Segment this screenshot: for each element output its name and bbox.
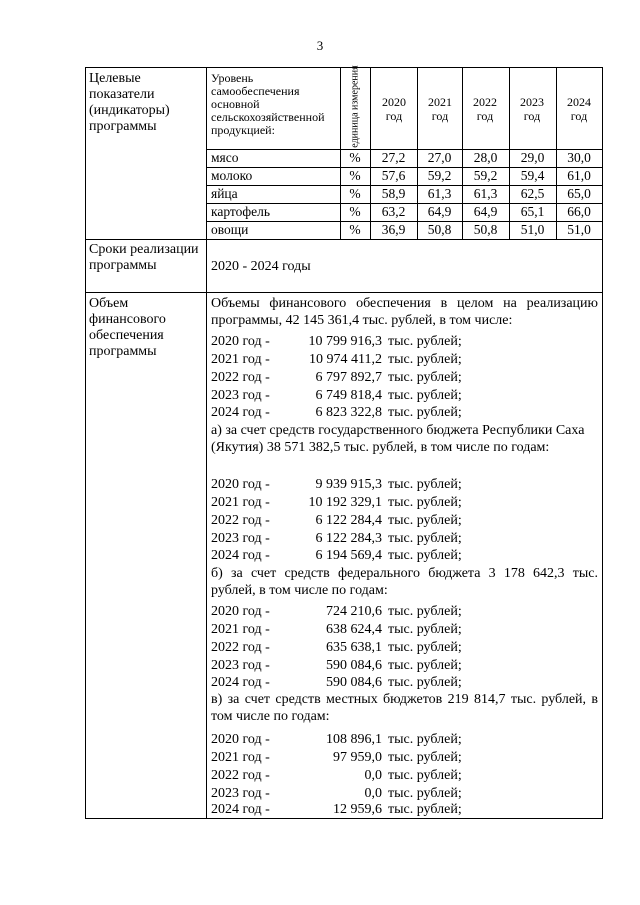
funding-amount: 0,0 xyxy=(364,786,382,801)
funding-amount: 6 823 322,8 xyxy=(315,405,382,420)
funding-unit: тыс. рублей; xyxy=(388,495,462,510)
funding-unit: тыс. рублей; xyxy=(388,405,462,420)
year-header: 2022 год xyxy=(473,95,497,123)
value-cell: 64,9 xyxy=(473,204,498,219)
value-cell: 27,0 xyxy=(427,150,452,165)
timeframe-label: Сроки реализации программы xyxy=(89,242,199,273)
value-cell: 50,8 xyxy=(427,222,452,237)
local-budget-intro: в) за счет средств местных бюджетов 219 814,7 тыс. рублей, в том числе по годам: xyxy=(211,692,598,724)
indicator-heading: Уровень самообеспечения основной сельскохозяйственной продукцией: xyxy=(211,71,325,137)
year-header: 2021 год xyxy=(428,95,452,123)
value-cell: 29,0 xyxy=(520,150,545,165)
value-cell: 30,0 xyxy=(567,150,591,165)
value-cell: 61,0 xyxy=(567,168,591,183)
section-divider-1 xyxy=(85,239,603,240)
value-cell: 51,0 xyxy=(520,222,545,237)
funding-year: 2020 год - xyxy=(211,334,270,349)
value-cell: 66,0 xyxy=(567,204,591,219)
funding-amount: 6 194 569,4 xyxy=(315,548,382,563)
funding-year: 2023 год - xyxy=(211,658,270,673)
funding-year: 2020 год - xyxy=(211,604,270,619)
value-cell: 63,2 xyxy=(381,204,406,219)
funding-amount: 6 749 818,4 xyxy=(315,388,382,403)
product-name: яйца xyxy=(211,186,238,201)
funding-unit: тыс. рублей; xyxy=(388,802,462,817)
funding-year: 2024 год - xyxy=(211,405,270,420)
federal-budget-intro: б) за счет средств федерального бюджета 3 178 642,3 тыс. рублей, в том числе по годам: xyxy=(211,566,598,598)
funding-unit: тыс. рублей; xyxy=(388,352,462,367)
funding-unit: тыс. рублей; xyxy=(388,370,462,385)
funding-unit: тыс. рублей; xyxy=(388,513,462,528)
funding-year: 2023 год - xyxy=(211,531,270,546)
funding-year: 2022 год - xyxy=(211,513,270,528)
value-cell: 51,0 xyxy=(567,222,591,237)
funding-amount: 10 799 916,3 xyxy=(308,334,382,349)
funding-amount: 590 084,6 xyxy=(326,658,382,673)
year-header: 2023 год xyxy=(520,95,544,123)
funding-unit: тыс. рублей; xyxy=(388,750,462,765)
funding-unit: тыс. рублей; xyxy=(388,622,462,637)
unit-header: единица измерения xyxy=(349,65,361,148)
unit-cell: % xyxy=(349,150,361,165)
funding-unit: тыс. рублей; xyxy=(388,786,462,801)
funding-unit: тыс. рублей; xyxy=(388,388,462,403)
value-cell: 27,2 xyxy=(381,150,406,165)
funding-intro: Объемы финансового обеспечения в целом на реализацию программы, 42 145 361,4 тыс. рублей, в том числе: xyxy=(211,296,598,328)
funding-unit: тыс. рублей; xyxy=(388,548,462,563)
indicators-label: Целевые показатели (индикаторы) программы xyxy=(89,71,170,134)
funding-year: 2020 год - xyxy=(211,732,270,747)
funding-amount: 108 896,1 xyxy=(326,732,382,747)
product-name: молоко xyxy=(211,168,253,183)
funding-unit: тыс. рублей; xyxy=(388,477,462,492)
value-cell: 58,9 xyxy=(381,186,406,201)
funding-unit: тыс. рублей; xyxy=(388,658,462,673)
value-cell: 59,2 xyxy=(427,168,452,183)
funding-unit: тыс. рублей; xyxy=(388,604,462,619)
funding-label: Объем финансового обеспечения программы xyxy=(89,296,166,359)
funding-unit: тыс. рублей; xyxy=(388,675,462,690)
funding-year: 2021 год - xyxy=(211,352,270,367)
funding-unit: тыс. рублей; xyxy=(388,334,462,349)
funding-unit: тыс. рублей; xyxy=(388,640,462,655)
table-border-bottom xyxy=(85,818,603,819)
funding-amount: 638 624,4 xyxy=(326,622,382,637)
funding-amount: 724 210,6 xyxy=(326,604,382,619)
year-header: 2024 год xyxy=(567,95,591,123)
funding-amount: 10 192 329,1 xyxy=(308,495,382,510)
funding-year: 2021 год - xyxy=(211,622,270,637)
value-cell: 64,9 xyxy=(427,204,452,219)
product-name: картофель xyxy=(211,204,271,219)
funding-year: 2023 год - xyxy=(211,388,270,403)
table-border-right xyxy=(602,67,603,819)
value-cell: 59,2 xyxy=(473,168,498,183)
funding-amount: 97 959,0 xyxy=(333,750,382,765)
label-column-divider xyxy=(206,67,207,819)
year-header: 2020 год xyxy=(382,95,406,123)
funding-year: 2021 год - xyxy=(211,750,270,765)
funding-amount: 0,0 xyxy=(364,768,382,783)
value-cell: 65,1 xyxy=(520,204,545,219)
table-border-top xyxy=(85,67,603,68)
funding-amount: 6 797 892,7 xyxy=(315,370,382,385)
funding-unit: тыс. рублей; xyxy=(388,768,462,783)
value-cell: 57,6 xyxy=(381,168,406,183)
product-name: мясо xyxy=(211,150,239,165)
product-name: овощи xyxy=(211,222,249,237)
funding-year: 2022 год - xyxy=(211,768,270,783)
state-budget-intro: а) за счет средств государственного бюджета Республики Саха (Якутия) 38 571 382,5 тыс. рублей, в том числе по годам: xyxy=(211,423,585,455)
unit-cell: % xyxy=(349,186,361,201)
funding-year: 2023 год - xyxy=(211,786,270,801)
funding-amount: 6 122 284,3 xyxy=(315,531,382,546)
funding-amount: 9 939 915,3 xyxy=(315,477,382,492)
funding-year: 2021 год - xyxy=(211,495,270,510)
unit-cell: % xyxy=(349,168,361,183)
value-cell: 59,4 xyxy=(520,168,545,183)
funding-amount: 12 959,6 xyxy=(333,802,382,817)
value-cell: 65,0 xyxy=(567,186,591,201)
unit-cell: % xyxy=(349,204,361,219)
funding-amount: 590 084,6 xyxy=(326,675,382,690)
section-divider-2 xyxy=(85,292,603,293)
value-cell: 61,3 xyxy=(473,186,498,201)
funding-amount: 10 974 411,2 xyxy=(309,352,382,367)
funding-unit: тыс. рублей; xyxy=(388,732,462,747)
value-cell: 36,9 xyxy=(381,222,406,237)
funding-year: 2022 год - xyxy=(211,370,270,385)
value-cell: 28,0 xyxy=(473,150,498,165)
timeframe-value: 2020 - 2024 годы xyxy=(211,259,311,274)
value-cell: 50,8 xyxy=(473,222,498,237)
table-border-left xyxy=(85,67,86,819)
page-number: 3 xyxy=(316,38,324,53)
funding-year: 2020 год - xyxy=(211,477,270,492)
unit-cell: % xyxy=(349,222,361,237)
funding-year: 2024 год - xyxy=(211,675,270,690)
value-cell: 62,5 xyxy=(520,186,545,201)
funding-year: 2024 год - xyxy=(211,548,270,563)
funding-unit: тыс. рублей; xyxy=(388,531,462,546)
value-cell: 61,3 xyxy=(427,186,452,201)
funding-year: 2022 год - xyxy=(211,640,270,655)
funding-amount: 6 122 284,4 xyxy=(315,513,382,528)
funding-year: 2024 год - xyxy=(211,802,270,817)
funding-amount: 635 638,1 xyxy=(326,640,382,655)
